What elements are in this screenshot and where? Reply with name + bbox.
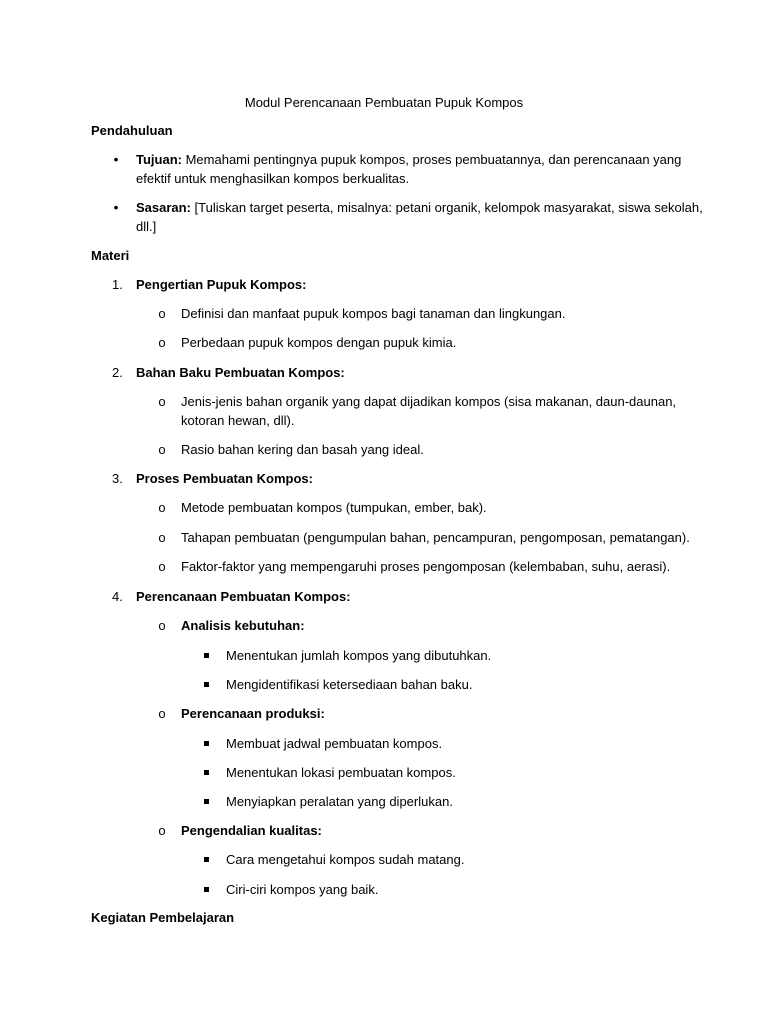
circle-bullet: o: [158, 394, 166, 409]
bullet-tujuan: •: [113, 152, 119, 167]
section-2-item-1-line-1: Jenis-jenis bahan organik yang dapat dijadikan kompos (sisa makanan, daun-daunan,: [181, 394, 677, 409]
sasaran-line-2: dll.]: [136, 219, 157, 234]
document-title: Modul Perencanaan Pembuatan Pupuk Kompos: [244, 95, 524, 110]
square-bullet: [204, 770, 209, 775]
section-1-item-2: Perbedaan pupuk kompos dengan pupuk kimia.: [181, 335, 457, 350]
section-2-number: 2.: [112, 365, 123, 380]
tujuan-line-1: [136, 150, 681, 169]
tujuan-label: Tujuan:: [136, 152, 182, 167]
section-3-number: 3.: [112, 471, 123, 486]
heading-pendahuluan: Pendahuluan: [91, 123, 173, 138]
circle-bullet: o: [158, 530, 166, 545]
produksi-item-1: Membuat jadwal pembuatan kompos.: [226, 736, 443, 751]
square-bullet: [204, 653, 209, 658]
circle-bullet: o: [158, 306, 166, 321]
produksi-item-3: Menyiapkan peralatan yang diperlukan.: [226, 794, 453, 809]
section-2-item-1-line-2: kotoran hewan, dll).: [181, 413, 295, 428]
circle-bullet: o: [158, 706, 166, 721]
section-1-title: Pengertian Pupuk Kompos:: [136, 277, 307, 292]
circle-bullet: o: [158, 559, 166, 574]
tujuan-text-1: Memahami pentingnya pupuk kompos, proses pembuatannya, dan perencanaan yang: [181, 152, 682, 167]
produksi-label: Perencanaan produksi:: [181, 706, 325, 721]
square-bullet: [204, 682, 209, 687]
kualitas-item-1: Cara mengetahui kompos sudah matang.: [226, 852, 465, 867]
circle-bullet: o: [158, 335, 166, 350]
tujuan-line-2: efektif untuk menghasilkan kompos berkualitas.: [136, 171, 410, 186]
sasaran-line-1: [136, 198, 703, 217]
section-4-title: Perencanaan Pembuatan Kompos:: [136, 589, 351, 604]
section-3-title: Proses Pembuatan Kompos:: [136, 471, 313, 486]
section-2-item-2: Rasio bahan kering dan basah yang ideal.: [181, 442, 424, 457]
section-4-number: 4.: [112, 589, 123, 604]
analisis-label: Analisis kebutuhan:: [181, 618, 305, 633]
circle-bullet: o: [158, 618, 166, 633]
analisis-item-2: Mengidentifikasi ketersediaan bahan baku.: [226, 677, 473, 692]
sasaran-text-1: [Tuliskan target peserta, misalnya: petani organik, kelompok masyarakat, siswa sekolah,: [190, 200, 703, 215]
section-2-title: Bahan Baku Pembuatan Kompos:: [136, 365, 345, 380]
square-bullet: [204, 857, 209, 862]
section-3-item-2: Tahapan pembuatan (pengumpulan bahan, pencampuran, pengomposan, pematangan).: [181, 530, 690, 545]
section-1-item-1: Definisi dan manfaat pupuk kompos bagi tanaman dan lingkungan.: [181, 306, 566, 321]
sasaran-label: Sasaran:: [136, 200, 191, 215]
heading-materi: Materi: [91, 248, 130, 263]
analisis-item-1: Menentukan jumlah kompos yang dibutuhkan.: [226, 648, 492, 663]
kualitas-item-2: Ciri-ciri kompos yang baik.: [226, 882, 379, 897]
section-1-number: 1.: [112, 277, 123, 292]
heading-kegiatan-pembelajaran: Kegiatan Pembelajaran: [91, 910, 235, 925]
bullet-sasaran: •: [113, 200, 119, 215]
produksi-item-2: Menentukan lokasi pembuatan kompos.: [226, 765, 456, 780]
circle-bullet: o: [158, 823, 166, 838]
square-bullet: [204, 887, 209, 892]
square-bullet: [204, 741, 209, 746]
circle-bullet: o: [158, 442, 166, 457]
section-3-item-3: Faktor-faktor yang mempengaruhi proses pengomposan (kelembaban, suhu, aerasi).: [181, 559, 671, 574]
kualitas-label: Pengendalian kualitas:: [181, 823, 322, 838]
section-3-item-1: Metode pembuatan kompos (tumpukan, ember, bak).: [181, 500, 487, 515]
circle-bullet: o: [158, 500, 166, 515]
square-bullet: [204, 799, 209, 804]
